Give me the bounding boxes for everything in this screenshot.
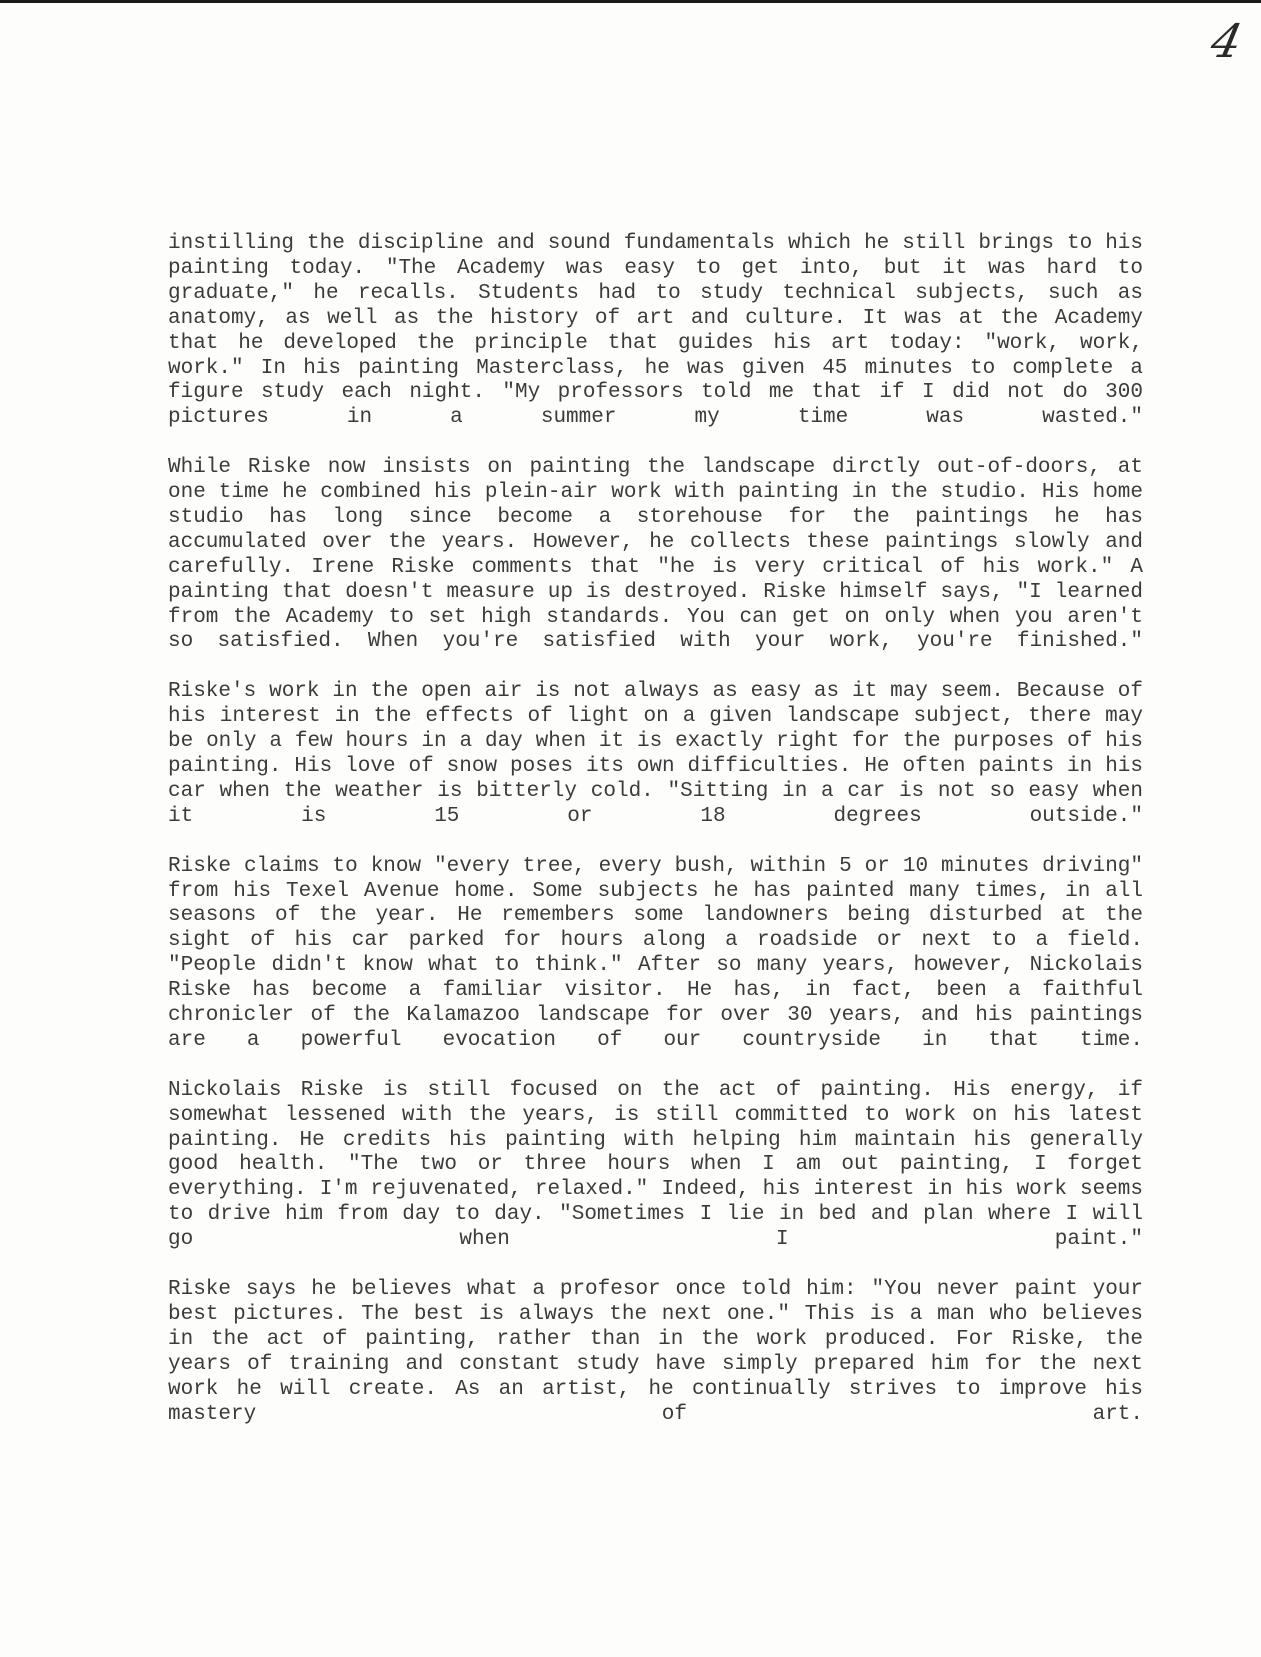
paragraph-still-painting: Nickolais Riske is still focused on the act of painting. His energy, if somewhat lessened with the years, is still committed to work on his latest painting. He credits his painting with helping him maintain his generally good health. "The two or three hours when I am out painting, I forget everything. I'm rejuvenated, relaxed." Indeed, his interest in his work seems to drive him from day to day. "Sometimes I lie in bed and plan where I will go when I paint.": [168, 1078, 1143, 1252]
paragraph-next-work: Riske says he believes what a profesor once told him: "You never paint your best pictures. The best is always the next one." This is a man who believes in the act of painting, rather than in the work produced. For Riske, the years of training and constant study have simply prepared him for the next work he will create. As an artist, he continually strives to improve his mastery of art.: [168, 1277, 1143, 1426]
paragraph-academy-training: instilling the discipline and sound fundamentals which he still brings to his painting today. "The Academy was easy to get into, but it was hard to graduate," he recalls. Students had to study technical subjects, such as anatomy, as well as the history of art and culture. It was at the Academy that he developed the principle that guides his art today: "work, work, work." In his painting Masterclass, he was given 45 minutes to complete a figure study each night. "My professors told me that if I did not do 300 pictures in a summer my time was wasted.": [168, 232, 1143, 430]
page-number: 4: [1206, 14, 1248, 68]
paragraph-open-air-work: Riske's work in the open air is not always as easy as it may seem. Because of his interest in the effects of light on a given landscape subject, there may be only a few hours in a day when it is exactly right for the purposes of his painting. His love of snow poses its own difficulties. He often paints in his car when the weather is bitterly cold. "Sitting in a car is not so easy when it is 15 or 18 degrees outside.": [168, 680, 1143, 828]
paragraph-local-subjects: Riske claims to know "every tree, every bush, within 5 or 10 minutes driving" from his Texel Avenue home. Some subjects he has painted many times, in all seasons of the year. He remembers some landowners being disturbed at the sight of his car parked for hours along a roadside or next to a field. "People didn't know what to think." After so many years, however, Nickolais Riske has become a familiar visitor. He has, in fact, been a faithful chronicler of the Kalamazoo landscape for over 30 years, and his paintings are a powerful evocation of our countryside in that time.: [168, 854, 1143, 1052]
body-text: [168, 232, 1143, 1427]
scan-top-edge: [0, 0, 1261, 3]
paragraph-studio-standards: While Riske now insists on painting the landscape dirctly out-of-doors, at one time he combined his plein-air work with painting in the studio. His home studio has long since become a storehouse for the paintings he has accumulated over the years. However, he collects these paintings slowly and carefully. Irene Riske comments that "he is very critical of his work." A painting that doesn't measure up is destroyed. Riske himself says, "I learned from the Academy to set high standards. You can get on only when you aren't so satisfied. When you're satisfied with your work, you're finished.": [168, 456, 1143, 654]
